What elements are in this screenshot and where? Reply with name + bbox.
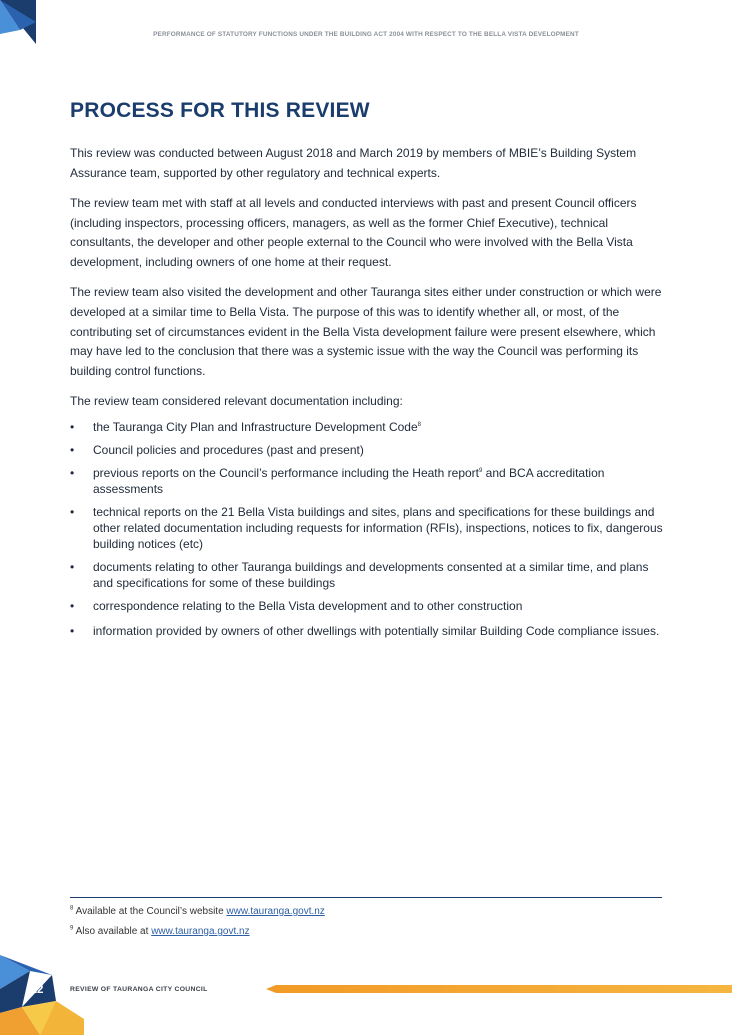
footnote-text: Also available at (75, 926, 152, 937)
page-number: 12 (30, 984, 44, 996)
footnote-number: 8 (70, 905, 74, 912)
footnote-divider (70, 897, 662, 898)
list-item-text: information provided by owners of other dwellings with potentially similar Building Code compliance issues. (93, 623, 660, 638)
paragraph: The review team also visited the development and other Tauranga sites either under construction or which were developed at a similar time to Bella Vista. The purpose of this was to identify whether all, or most, of the contributing set of circumstances evident in the Bella Vista development failure were present elsewhere, which may have led to the conclusion that there was a systemic issue with the way the Council was performing its building control functions. (70, 285, 662, 379)
footnote-text: Available at the Council’s website (75, 906, 227, 917)
footer-title: REVIEW OF TAURANGA CITY COUNCIL (70, 986, 208, 993)
list-item-text: Council policies and procedures (past and present) (93, 442, 364, 457)
running-header: PERFORMANCE OF STATUTORY FUNCTIONS UNDER THE BUILDING ACT 2004 WITH RESPECT TO THE BELLA VISTA DEVELOPMENT (153, 31, 579, 38)
list-item-text: documents relating to other Tauranga buildings and developments consented at a similar time, and plans and specifications for some of these buildings (93, 559, 649, 590)
footnote-number: 9 (70, 925, 74, 932)
bullet-icon: • (70, 419, 75, 434)
list-item-text: technical reports on the 21 Bella Vista buildings and sites, plans and specifications for these buildings and other related documentation including requests for information (RFIs), inspections, notices to fix, dangerous building notices (etc) (93, 504, 663, 551)
paragraph: The review team met with staff at all levels and conducted interviews with past and present Council officers (including inspectors, processing officers, managers, as well as the former Chief Executive), technical consultants, the developer and other people external to the Council who were involved with the Bella Vista development, including owners of one home at their request. (70, 195, 637, 270)
bullet-icon: • (70, 598, 75, 613)
list-item-text: correspondence relating to the Bella Vista development and to other construction (93, 598, 523, 613)
list-item (70, 465, 664, 497)
list-item-text: the Tauranga City Plan and Infrastructure Development Code (93, 419, 418, 434)
bullet-icon: • (70, 623, 75, 638)
documentation-list (70, 419, 664, 642)
list-item-text-cont: and BCA accreditation assessments (93, 465, 605, 496)
footnote (70, 926, 250, 937)
list-item (70, 598, 664, 614)
footnote (70, 906, 325, 917)
footnote-link[interactable]: www.tauranga.govt.nz (151, 926, 250, 937)
corner-decoration-top (0, 0, 40, 46)
list-item (70, 621, 664, 642)
bullet-icon: • (70, 465, 75, 480)
footnote-link[interactable]: www.tauranga.govt.nz (226, 906, 325, 917)
list-item (70, 442, 664, 458)
footnote-ref[interactable]: 8 (417, 421, 421, 428)
paragraph: This review was conducted between August 2018 and March 2019 by members of MBIE’s Building System Assurance team, supported by other regulatory and technical experts. (70, 146, 637, 180)
paragraph: The review team considered relevant documentation including: (70, 394, 403, 409)
footnote-ref[interactable]: 9 (479, 467, 483, 474)
list-item-text: previous reports on the Council’s performance including the Heath report (93, 465, 479, 480)
list-item (70, 559, 664, 591)
page-title: PROCESS FOR THIS REVIEW (70, 99, 370, 122)
footer-accent-bar (266, 985, 732, 993)
body-content (70, 144, 664, 649)
bullet-icon: • (70, 442, 75, 457)
list-item (70, 419, 664, 435)
bullet-icon: • (70, 504, 75, 519)
list-item (70, 504, 664, 552)
bullet-icon: • (70, 559, 75, 574)
